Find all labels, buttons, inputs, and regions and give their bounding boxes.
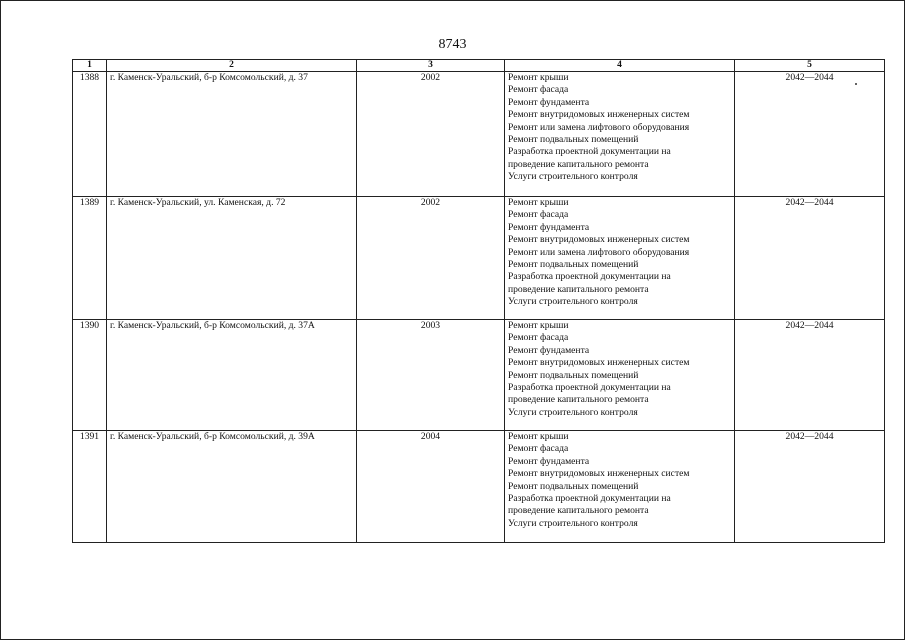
work-item: Ремонт фасада — [508, 84, 569, 96]
col-header-period: 5 — [735, 60, 885, 72]
work-item: Ремонт фасада — [508, 443, 569, 455]
work-item: Ремонт внутридомовых инженерных систем — [508, 357, 690, 369]
page-number: 8743 — [438, 37, 467, 52]
work-item: Ремонт фасада — [508, 209, 569, 221]
work-item: Ремонт или замена лифтового оборудования — [508, 246, 690, 258]
work-item: Ремонт подвальных помещений — [508, 134, 639, 146]
work-item: Разработка проектной документации на — [508, 146, 671, 158]
work-item: Ремонт крыши — [508, 431, 569, 442]
work-item: проведение капитального ремонта — [508, 283, 649, 295]
work-item: проведение капитального ремонта — [508, 505, 649, 517]
work-item: Разработка проектной документации на — [508, 271, 671, 283]
row-number: 1391 — [73, 431, 107, 543]
work-item: Ремонт крыши — [508, 320, 569, 331]
row-number: 1390 — [73, 320, 107, 431]
table-row — [73, 320, 885, 431]
row-address: г. Каменск-Уральский, б-р Комсомольский, д. 39А — [107, 431, 357, 543]
work-item: Ремонт фундамента — [508, 96, 590, 108]
scan-speck — [855, 83, 857, 85]
row-year: 2002 — [357, 197, 505, 320]
work-item: Услуги строительного контроля — [508, 171, 638, 183]
header-row — [73, 60, 885, 72]
work-item: Услуги строительного контроля — [508, 517, 638, 529]
work-item: Услуги строительного контроля — [508, 406, 638, 418]
col-header-num: 1 — [73, 60, 107, 72]
row-period: 2042—2044 — [735, 197, 885, 320]
row-period: 2042—2044 — [735, 431, 885, 543]
row-period: 2042—2044 — [735, 72, 885, 197]
work-item: Ремонт или замена лифтового оборудования — [508, 121, 690, 133]
work-item: Ремонт фундамента — [508, 221, 590, 233]
work-item: Разработка проектной документации на — [508, 493, 671, 505]
row-year: 2003 — [357, 320, 505, 431]
work-item: Ремонт крыши — [508, 72, 569, 83]
work-item: проведение капитального ремонта — [508, 158, 649, 170]
table-row — [73, 72, 885, 197]
row-address: г. Каменск-Уральский, ул. Каменская, д. 72 — [107, 197, 357, 320]
row-works — [505, 197, 735, 320]
row-works — [505, 320, 735, 431]
row-address: г. Каменск-Уральский, б-р Комсомольский, д. 37 — [107, 72, 357, 197]
work-item: Ремонт внутридомовых инженерных систем — [508, 234, 690, 246]
work-item: Ремонт фундамента — [508, 455, 590, 467]
row-address: г. Каменск-Уральский, б-р Комсомольский, д. 37А — [107, 320, 357, 431]
row-works — [505, 431, 735, 543]
work-item: Услуги строительного контроля — [508, 296, 638, 308]
col-header-year: 3 — [357, 60, 505, 72]
work-item: Ремонт фундамента — [508, 344, 590, 356]
work-item: Разработка проектной документации на — [508, 382, 671, 394]
col-header-works: 4 — [505, 60, 735, 72]
row-number: 1388 — [73, 72, 107, 197]
table-row — [73, 431, 885, 543]
row-number: 1389 — [73, 197, 107, 320]
work-item: проведение капитального ремонта — [508, 394, 649, 406]
work-item: Ремонт подвальных помещений — [508, 259, 639, 271]
col-header-address: 2 — [107, 60, 357, 72]
work-item: Ремонт фасада — [508, 332, 569, 344]
row-works — [505, 72, 735, 197]
capital-repair-table — [72, 59, 885, 543]
work-item: Ремонт крыши — [508, 197, 569, 208]
work-item: Ремонт подвальных помещений — [508, 369, 639, 381]
row-year: 2004 — [357, 431, 505, 543]
work-item: Ремонт внутридомовых инженерных систем — [508, 468, 690, 480]
row-year: 2002 — [357, 72, 505, 197]
work-item: Ремонт подвальных помещений — [508, 480, 639, 492]
work-item: Ремонт внутридомовых инженерных систем — [508, 109, 690, 121]
row-period: 2042—2044 — [735, 320, 885, 431]
table-row — [73, 197, 885, 320]
